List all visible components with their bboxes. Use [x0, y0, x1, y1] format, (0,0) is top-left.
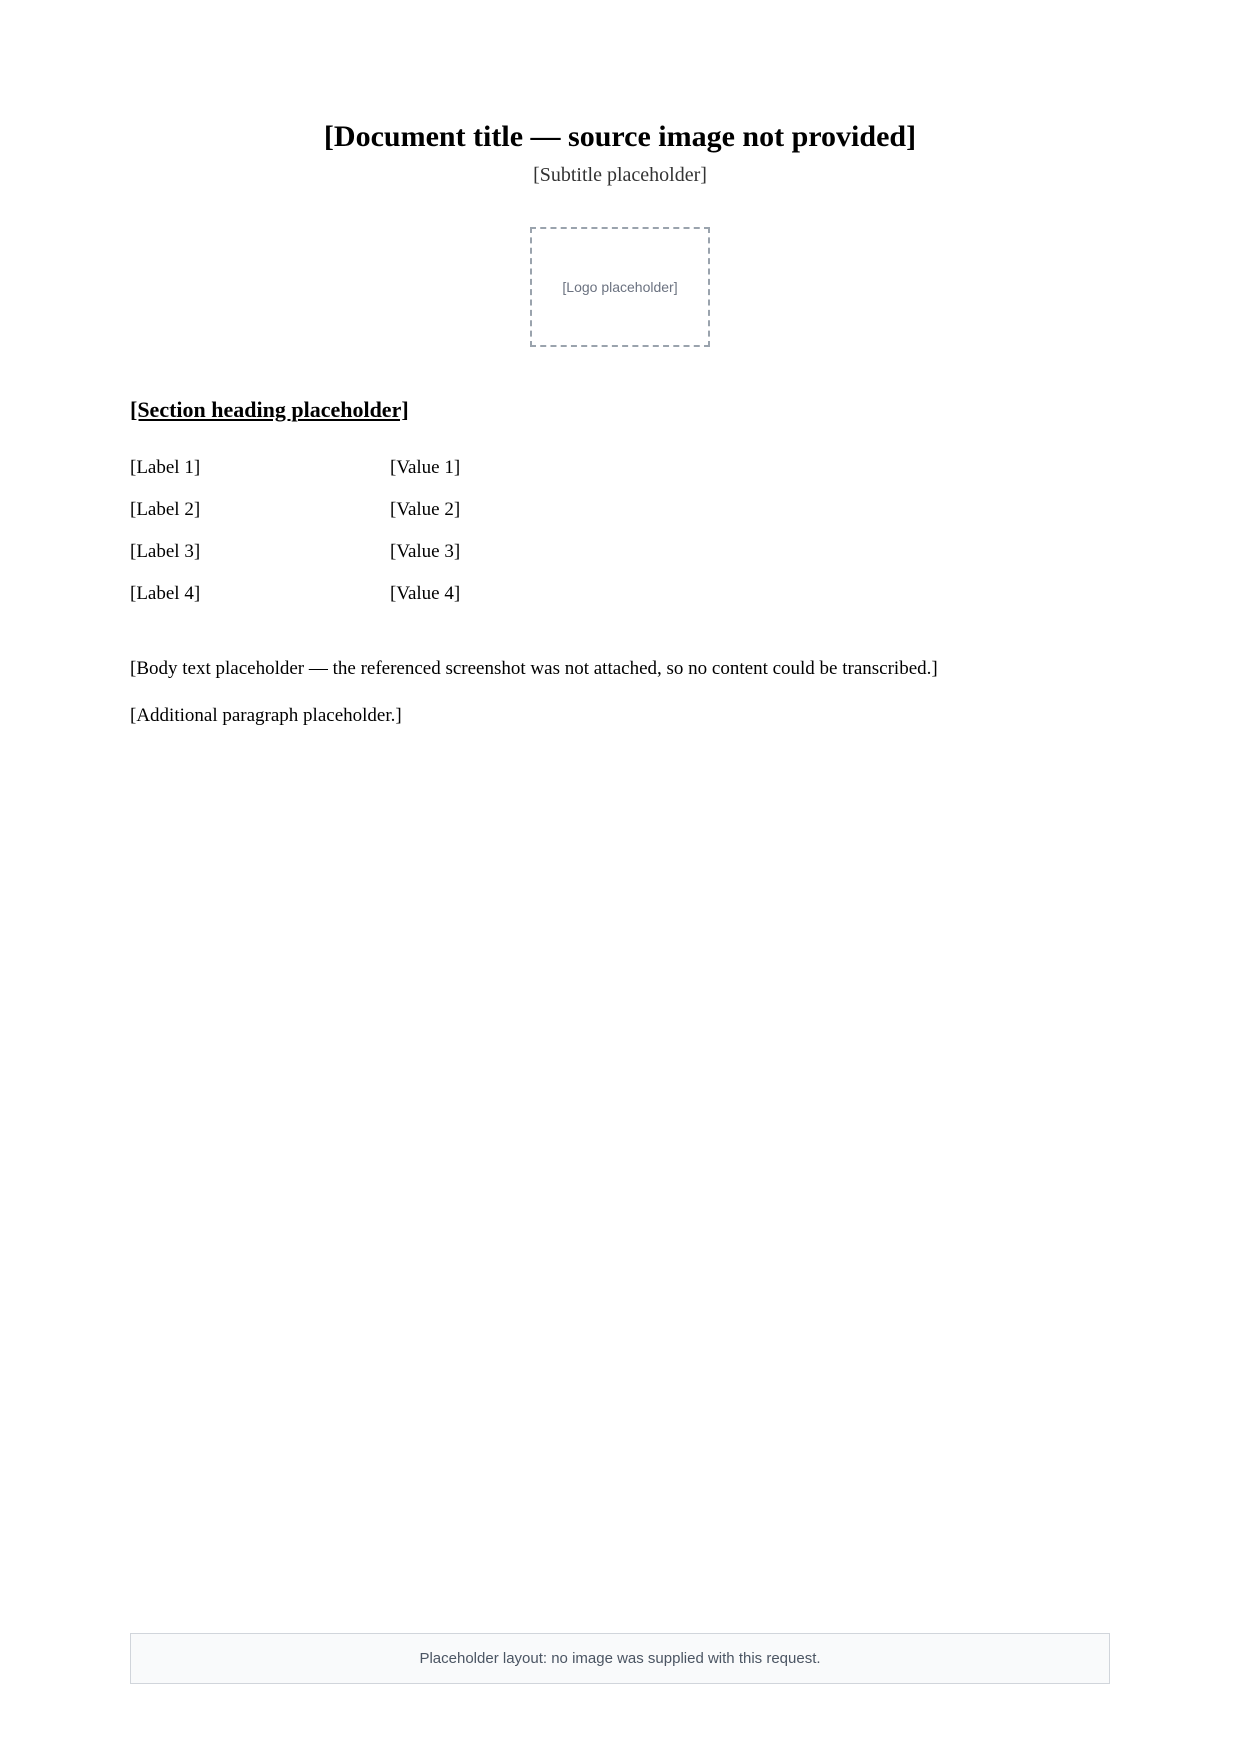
info-label: [Label 4] [130, 583, 201, 604]
document-title: [Document title — source image not provided] [323, 120, 917, 153]
info-table [130, 447, 1110, 615]
logo-label: [Logo placeholder] [562, 279, 678, 295]
section-heading: [Section heading placeholder] [130, 397, 409, 422]
info-value: [Value 1] [390, 457, 461, 478]
info-row [130, 489, 1110, 531]
info-label: [Label 1] [130, 457, 201, 478]
info-row [130, 447, 1110, 489]
body-paragraph: [Body text placeholder — the referenced screenshot was not attached, so no content could be transcribed.] [130, 658, 938, 679]
info-row [130, 531, 1110, 573]
body-paragraph: [Additional paragraph placeholder.] [130, 704, 402, 726]
placeholder-notice: Placeholder layout: no image was supplied with this request. [130, 1633, 1110, 1684]
info-value: [Value 4] [390, 583, 461, 604]
logo-placeholder [530, 227, 710, 347]
info-label: [Label 2] [130, 499, 201, 520]
info-label: [Label 3] [130, 541, 201, 562]
document-subtitle: [Subtitle placeholder] [533, 164, 707, 186]
info-row [130, 573, 1110, 615]
info-value: [Value 2] [390, 499, 461, 520]
info-value: [Value 3] [390, 541, 461, 562]
